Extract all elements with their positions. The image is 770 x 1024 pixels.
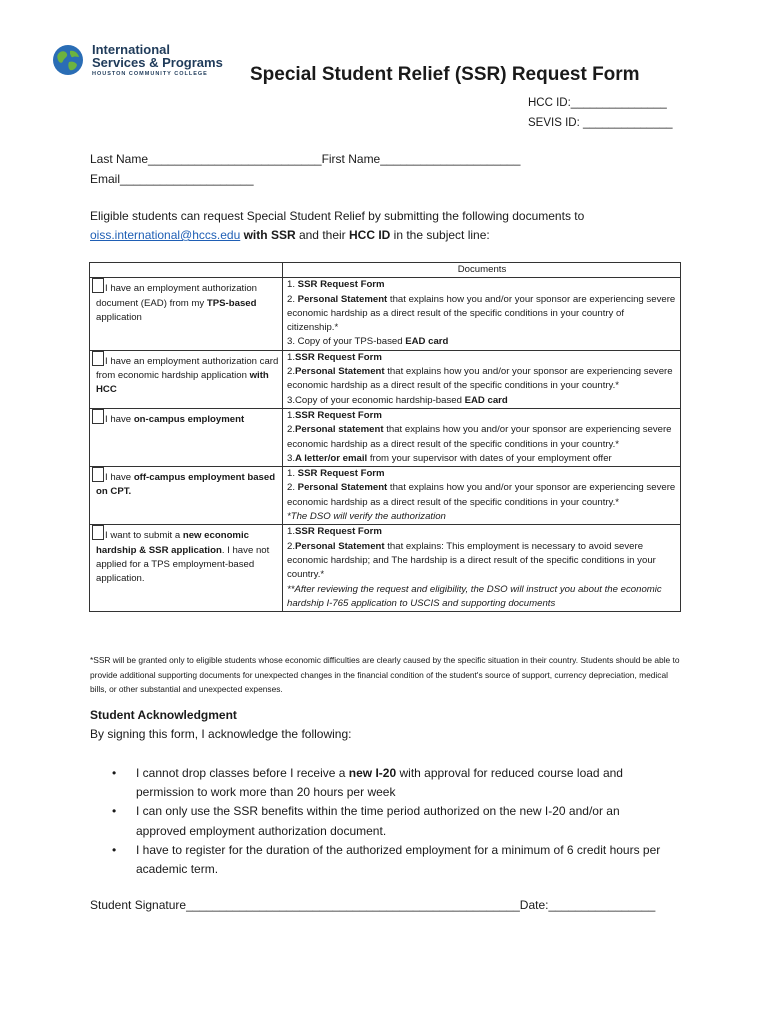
acknowledgment-intro: By signing this form, I acknowledge the following: bbox=[90, 727, 352, 741]
date-field[interactable]: ________________ bbox=[548, 898, 656, 912]
last-name-label: Last Name bbox=[90, 152, 149, 166]
option-bold: on-campus employment bbox=[133, 413, 245, 425]
checkbox-tps[interactable] bbox=[92, 278, 104, 293]
hcc-id-field[interactable]: HCC ID:_______________ bbox=[528, 97, 667, 109]
list-item: • I can only use the SSR benefits within the time period authorized on the new I-20 and/or an approved employment authorization document. bbox=[112, 804, 620, 838]
intro-paragraph bbox=[90, 207, 690, 245]
documents-cell: 1. SSR Request Form 2. Personal Statement that explains how you and/or your sponsor are experiencing severe economic hardship as a direct result of the specific conditions in your country of citizenship.* 3. Copy of your TPS-based EAD card bbox=[283, 278, 681, 350]
documents-cell: 1. SSR Request Form 2. Personal Statement that explains how you and/or your sponsor are experiencing severe economic hardship as a direct result of the specific conditions in your country.* *The DSO will verify the authorization bbox=[283, 467, 681, 525]
checkbox-on-campus[interactable] bbox=[92, 409, 104, 424]
first-name-label: First Name bbox=[321, 152, 381, 166]
logo-line-1: International bbox=[92, 42, 171, 57]
checkbox-ead-hcc[interactable] bbox=[92, 351, 104, 366]
intro-subject: in the subject line: bbox=[390, 228, 490, 242]
intro-hccid: HCC ID bbox=[349, 228, 391, 242]
option-text: . I have not applied for a TPS employment-based application. bbox=[96, 544, 270, 585]
option-cell bbox=[90, 350, 283, 408]
email-label: Email bbox=[90, 172, 121, 186]
option-text: I have an employment authorization document (EAD) from my bbox=[96, 283, 257, 309]
sevis-id-field[interactable]: SEVIS ID: ______________ bbox=[528, 117, 673, 129]
option-bold: TPS-based bbox=[206, 297, 257, 309]
checkbox-off-campus[interactable] bbox=[92, 467, 104, 482]
last-name-field[interactable]: __________________________ bbox=[148, 152, 322, 166]
table-row bbox=[90, 408, 681, 466]
signature-label: Student Signature bbox=[90, 898, 187, 912]
option-text: I have bbox=[105, 413, 134, 425]
table-header-blank bbox=[90, 263, 283, 278]
option-cell bbox=[90, 278, 283, 350]
bullet: • bbox=[112, 766, 117, 780]
intro-and: and their bbox=[295, 228, 349, 242]
hcc-logo bbox=[52, 42, 242, 82]
bullet: • bbox=[112, 804, 117, 819]
table-row bbox=[90, 525, 681, 612]
option-cell bbox=[90, 525, 283, 612]
intro-ssr: SSR bbox=[270, 228, 296, 242]
option-bold: off-campus employment based on CPT. bbox=[96, 472, 276, 498]
option-text: I have an employment authorization card from economic hardship application bbox=[96, 355, 279, 382]
globe-icon bbox=[52, 44, 84, 76]
list-item: • I have to register for the duration of the authorized employment for a minimum of 6 credit hours per academic term. bbox=[112, 842, 661, 877]
footnote: *SSR will be granted only to eligible students whose economic difficulties are clearly caused by the specific situation in their country. Students should be able to provide additional supporting documents for unexpected changes in the financial condition of the student's source of support, currency depreciation, medical bills, or other substantial and unexpected expenses. bbox=[90, 655, 680, 695]
first-name-field[interactable]: _____________________ bbox=[380, 152, 521, 166]
documents-cell: 1.SSR Request Form 2.Personal Statement that explains how you and/or your sponsor are experiencing severe economic hardship as a direct result of the specific conditions in your country.* 3.Copy of your economic hardship-based EAD card bbox=[283, 350, 681, 408]
intro-text: Eligible students can request Special Student Relief by submitting the following documents to bbox=[90, 209, 585, 223]
email-link[interactable]: oiss.international@hccs.edu bbox=[90, 228, 241, 242]
signature-field[interactable]: __________________________________________________ bbox=[186, 898, 520, 912]
email-line bbox=[90, 172, 254, 186]
documents-cell: 1.SSR Request Form 2.Personal statement that explains how you and/or your sponsor are experiencing severe economic hardship as a direct result of the specific conditions in your country.* 3.A letter/or email from your supervisor with dates of your employment offer bbox=[283, 408, 681, 466]
option-cell bbox=[90, 467, 283, 525]
documents-table bbox=[89, 262, 681, 612]
table-row bbox=[90, 467, 681, 525]
intro-with: with bbox=[240, 228, 271, 242]
signature-line bbox=[90, 898, 655, 912]
table-header-documents: Documents bbox=[283, 263, 681, 278]
option-text: I want to submit a bbox=[105, 530, 183, 542]
option-bold: with HCC bbox=[96, 370, 269, 396]
checkbox-new-application[interactable] bbox=[92, 525, 104, 540]
option-cell bbox=[90, 408, 283, 466]
option-bold: new economic hardship & SSR application bbox=[96, 530, 249, 556]
acknowledgment-title: Student Acknowledgment bbox=[90, 708, 237, 722]
acknowledgment-list bbox=[110, 764, 670, 879]
logo-line-2: Services & Programs bbox=[92, 55, 223, 70]
documents-cell: 1.SSR Request Form 2.Personal Statement that explains: This employment is necessary to avoid severe economic hardship; and The hardship is a direct result of the specific conditions in your country.* **After reviewing the request and eligibility, the DSO will instruct you about the economic hardship I-765 application to USCIS and supporting documents bbox=[283, 525, 681, 612]
option-text: application bbox=[96, 311, 142, 323]
page-title: Special Student Relief (SSR) Request Form bbox=[250, 64, 640, 85]
date-label: Date: bbox=[519, 898, 549, 912]
logo-line-3: HOUSTON COMMUNITY COLLEGE bbox=[92, 71, 208, 77]
after-review-note: **After reviewing the request and eligibility, the DSO will instruct you about the economic hardship I-765 application to USCIS and supporting documents bbox=[287, 583, 662, 609]
table-row bbox=[90, 278, 681, 350]
option-text: I have bbox=[105, 472, 134, 484]
list-item: • I cannot drop classes before I receive a new I-20 with approval for reduced course load and permission to work more than 20 hours per week bbox=[112, 766, 623, 800]
email-field[interactable]: ____________________ bbox=[120, 172, 254, 186]
name-line bbox=[90, 152, 520, 166]
bullet: • bbox=[112, 842, 117, 857]
table-row bbox=[90, 350, 681, 408]
dso-note: *The DSO will verify the authorization bbox=[287, 511, 446, 523]
